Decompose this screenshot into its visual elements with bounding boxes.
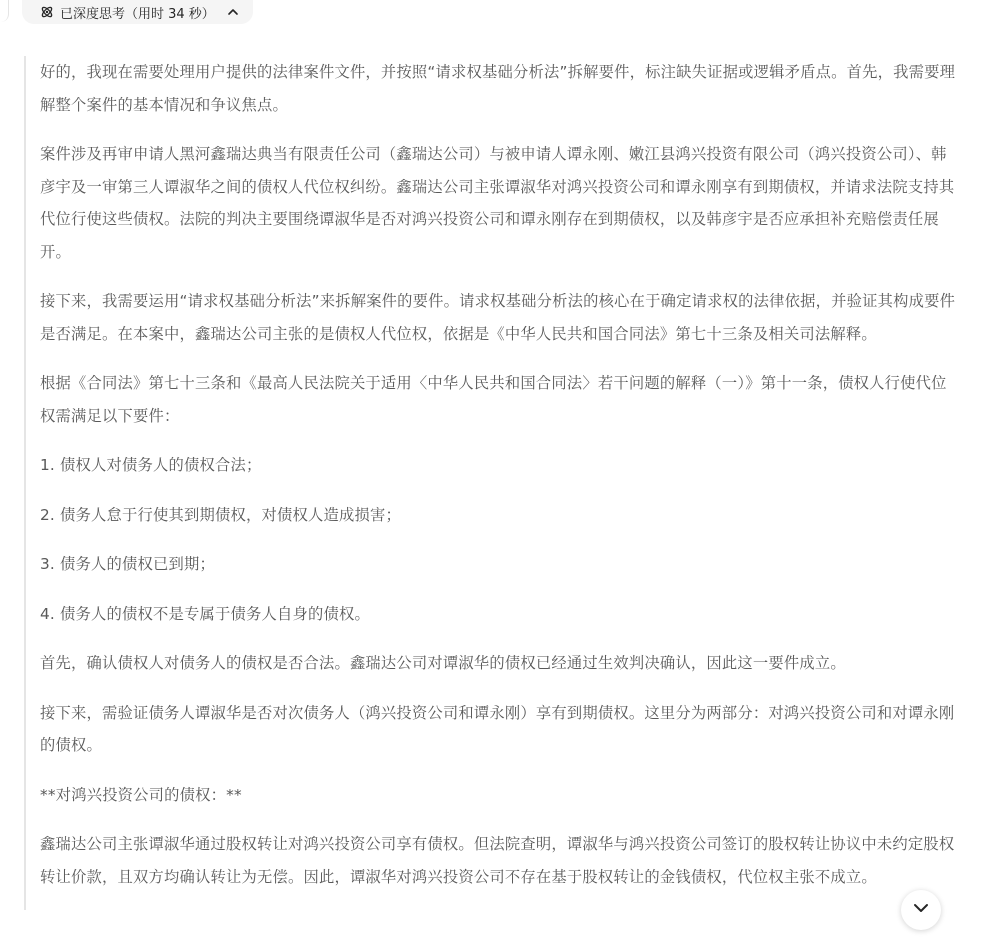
- thought-list-item: 4. 债务人的债权不是专属于债务人自身的债权。: [40, 604, 370, 623]
- thought-paragraph: 好的，我现在需要处理用户提供的法律案件文件，并按照“请求权基础分析法”拆解要件，标注缺失证据或逻辑矛盾点。首先，我需要理解整个案件的基本情况和争议焦点。: [40, 63, 956, 114]
- thought-list-item: 1. 债权人对债务人的债权合法；: [40, 456, 262, 474]
- panel-edge: [0, 0, 9, 22]
- thought-paragraph: 根据《合同法》第七十三条和《最高人民法院关于适用〈中华人民共和国合同法〉若干问题的解释（一）》第十一条，债权人行使代位权需满足以下要件：: [40, 374, 947, 425]
- thought-list-item: 2. 债务人怠于行使其到期债权，对债权人造成损害；: [40, 505, 401, 524]
- chevron-down-icon: [912, 899, 930, 921]
- chevron-up-icon: [227, 6, 239, 18]
- thought-list-item: 3. 债务人的债权已到期；: [40, 555, 216, 573]
- thought-paragraph: 案件涉及再审申请人黑河鑫瑞达典当有限责任公司（鑫瑞达公司）与被申请人谭永刚、嫩江县鸿兴投资有限公司（鸿兴投资公司）、韩彦宇及一审第三人谭淑华之间的债权人代位权纠纷。鑫瑞达公司主张谭淑华对鸿兴投资公司和谭永刚享有到期债权，并请求法院支持其代位行使这些债权。法院的判决主要围绕谭淑华是否对鸿兴投资公司和谭永刚存在到期债权，以及韩彦宇是否应承担补充赔偿责任展开。: [40, 145, 955, 261]
- thought-paragraph: 接下来，我需要运用“请求权基础分析法”来拆解案件的要件。请求权基础分析法的核心在于确定请求权的法律依据，并验证其构成要件是否满足。在本案中，鑫瑞达公司主张的是债权人代位权，依据是《中华人民共和国合同法》第七十三条及相关司法解释。: [40, 292, 956, 343]
- thought-paragraph: 接下来，需验证债务人谭淑华是否对次债务人（鸿兴投资公司和谭永刚）享有到期债权。这里分为两部分：对鸿兴投资公司和对谭永刚的债权。: [40, 703, 955, 754]
- thought-content: [24, 56, 960, 910]
- thought-paragraph: 首先，确认债权人对债务人的债权是否合法。鑫瑞达公司对谭淑华的债权已经通过生效判决确认，因此这一要件成立。: [40, 654, 846, 672]
- atom-icon: [40, 5, 54, 19]
- thinking-toggle-label: 已深度思考（用时 34 秒）: [60, 6, 215, 22]
- thinking-toggle-button[interactable]: [22, 0, 253, 24]
- scroll-to-bottom-button[interactable]: [901, 890, 941, 930]
- thought-subheading: **对鸿兴投资公司的债权：**: [40, 785, 242, 804]
- thought-paragraph: 鑫瑞达公司主张谭淑华通过股权转让对鸿兴投资公司享有债权。但法院查明，谭淑华与鸿兴投资公司签订的股权转让协议中未约定股权转让价款，且双方均确认转让为无偿。因此，谭淑华对鸿兴投资公司不存在基于股权转让的金钱债权，代位权主张不成立。: [40, 835, 955, 886]
